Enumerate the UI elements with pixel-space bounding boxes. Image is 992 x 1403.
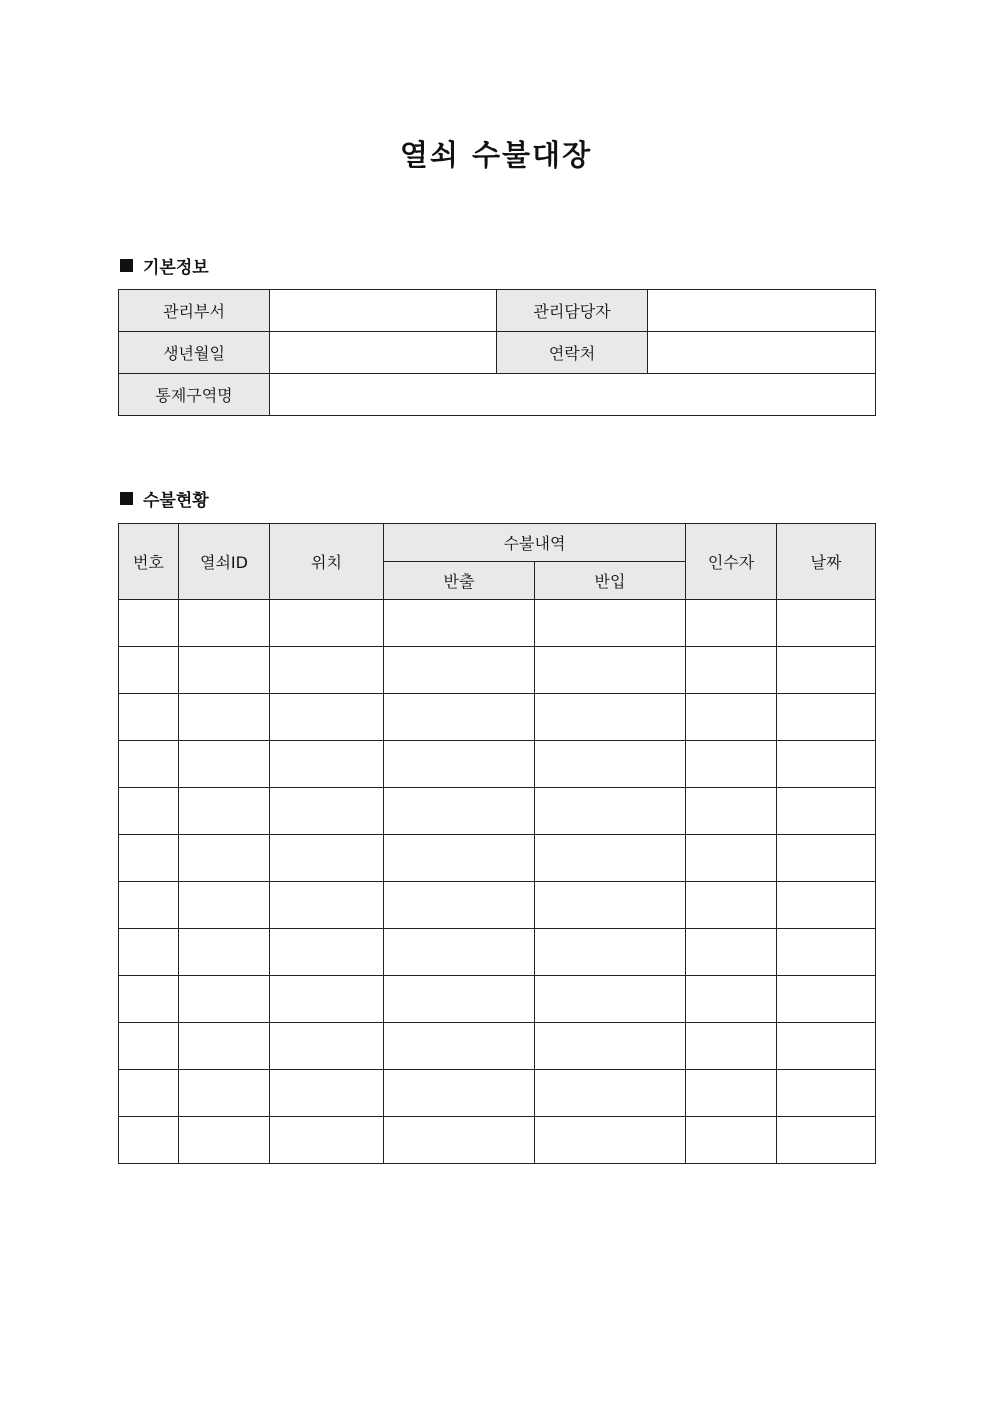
birth-field[interactable] bbox=[270, 332, 497, 374]
date-cell[interactable] bbox=[777, 647, 876, 694]
in-cell[interactable] bbox=[535, 600, 686, 647]
out-cell[interactable] bbox=[384, 694, 535, 741]
location-cell[interactable] bbox=[270, 1117, 384, 1164]
manager-field[interactable] bbox=[648, 290, 876, 332]
location-cell[interactable] bbox=[270, 1070, 384, 1117]
receiver-cell[interactable] bbox=[686, 694, 777, 741]
receiver-cell[interactable] bbox=[686, 600, 777, 647]
receiver-cell[interactable] bbox=[686, 976, 777, 1023]
table-row bbox=[119, 374, 876, 416]
table-row bbox=[119, 1117, 876, 1164]
location-cell[interactable] bbox=[270, 600, 384, 647]
col-header-out: 반출 bbox=[384, 562, 535, 600]
table-row bbox=[119, 647, 876, 694]
zone-field[interactable] bbox=[270, 374, 876, 416]
in-cell[interactable] bbox=[535, 835, 686, 882]
no-cell[interactable] bbox=[119, 1023, 179, 1070]
table-row bbox=[119, 290, 876, 332]
receiver-cell[interactable] bbox=[686, 788, 777, 835]
in-cell[interactable] bbox=[535, 1117, 686, 1164]
key-id-cell[interactable] bbox=[179, 1117, 270, 1164]
out-cell[interactable] bbox=[384, 882, 535, 929]
in-cell[interactable] bbox=[535, 929, 686, 976]
manager-label: 관리담당자 bbox=[497, 290, 648, 332]
col-header-transfer: 수불내역 bbox=[384, 524, 686, 562]
status-table-body bbox=[119, 600, 876, 1164]
no-cell[interactable] bbox=[119, 647, 179, 694]
out-cell[interactable] bbox=[384, 741, 535, 788]
table-row bbox=[119, 835, 876, 882]
col-header-location: 위치 bbox=[270, 524, 384, 600]
in-cell[interactable] bbox=[535, 741, 686, 788]
in-cell[interactable] bbox=[535, 1023, 686, 1070]
no-cell[interactable] bbox=[119, 976, 179, 1023]
key-id-cell[interactable] bbox=[179, 1070, 270, 1117]
basic-info-table bbox=[118, 289, 876, 416]
no-cell[interactable] bbox=[119, 1070, 179, 1117]
dept-field[interactable] bbox=[270, 290, 497, 332]
date-cell[interactable] bbox=[777, 1117, 876, 1164]
col-header-receiver: 인수자 bbox=[686, 524, 777, 600]
birth-label: 생년월일 bbox=[119, 332, 270, 374]
table-header-row bbox=[119, 524, 876, 562]
in-cell[interactable] bbox=[535, 647, 686, 694]
out-cell[interactable] bbox=[384, 835, 535, 882]
receiver-cell[interactable] bbox=[686, 1070, 777, 1117]
col-header-no: 번호 bbox=[119, 524, 179, 600]
table-row bbox=[119, 929, 876, 976]
location-cell[interactable] bbox=[270, 976, 384, 1023]
key-id-cell[interactable] bbox=[179, 976, 270, 1023]
no-cell[interactable] bbox=[119, 600, 179, 647]
receiver-cell[interactable] bbox=[686, 647, 777, 694]
date-cell[interactable] bbox=[777, 1023, 876, 1070]
date-cell[interactable] bbox=[777, 741, 876, 788]
table-row bbox=[119, 741, 876, 788]
table-row bbox=[119, 694, 876, 741]
in-cell[interactable] bbox=[535, 1070, 686, 1117]
date-cell[interactable] bbox=[777, 1070, 876, 1117]
location-cell[interactable] bbox=[270, 788, 384, 835]
receiver-cell[interactable] bbox=[686, 929, 777, 976]
table-row bbox=[119, 882, 876, 929]
date-cell[interactable] bbox=[777, 882, 876, 929]
date-cell[interactable] bbox=[777, 788, 876, 835]
square-bullet-icon bbox=[120, 259, 133, 272]
no-cell[interactable] bbox=[119, 882, 179, 929]
no-cell[interactable] bbox=[119, 1117, 179, 1164]
date-cell[interactable] bbox=[777, 694, 876, 741]
out-cell[interactable] bbox=[384, 1070, 535, 1117]
receiver-cell[interactable] bbox=[686, 882, 777, 929]
location-cell[interactable] bbox=[270, 694, 384, 741]
date-cell[interactable] bbox=[777, 600, 876, 647]
key-id-cell[interactable] bbox=[179, 694, 270, 741]
key-id-cell[interactable] bbox=[179, 929, 270, 976]
table-row bbox=[119, 976, 876, 1023]
location-cell[interactable] bbox=[270, 741, 384, 788]
location-cell[interactable] bbox=[270, 929, 384, 976]
out-cell[interactable] bbox=[384, 1023, 535, 1070]
receiver-cell[interactable] bbox=[686, 741, 777, 788]
col-header-date: 날짜 bbox=[777, 524, 876, 600]
table-row bbox=[119, 1023, 876, 1070]
key-id-cell[interactable] bbox=[179, 835, 270, 882]
document-title: 열쇠 수불대장 bbox=[399, 138, 593, 172]
contact-label: 연락처 bbox=[497, 332, 648, 374]
section-heading-label: 기본정보 bbox=[143, 258, 209, 278]
location-cell[interactable] bbox=[270, 882, 384, 929]
section-heading-basic-info bbox=[120, 253, 209, 278]
square-bullet-icon bbox=[120, 492, 133, 505]
out-cell[interactable] bbox=[384, 600, 535, 647]
date-cell[interactable] bbox=[777, 929, 876, 976]
section-heading-label: 수불현황 bbox=[143, 491, 209, 511]
receiver-cell[interactable] bbox=[686, 835, 777, 882]
key-id-cell[interactable] bbox=[179, 788, 270, 835]
out-cell[interactable] bbox=[384, 647, 535, 694]
out-cell[interactable] bbox=[384, 788, 535, 835]
receiver-cell[interactable] bbox=[686, 1023, 777, 1070]
in-cell[interactable] bbox=[535, 694, 686, 741]
no-cell[interactable] bbox=[119, 788, 179, 835]
no-cell[interactable] bbox=[119, 835, 179, 882]
dept-label: 관리부서 bbox=[119, 290, 270, 332]
in-cell[interactable] bbox=[535, 788, 686, 835]
no-cell[interactable] bbox=[119, 694, 179, 741]
in-cell[interactable] bbox=[535, 976, 686, 1023]
section-heading-status bbox=[120, 486, 209, 511]
location-cell[interactable] bbox=[270, 835, 384, 882]
contact-field[interactable] bbox=[648, 332, 876, 374]
key-id-cell[interactable] bbox=[179, 741, 270, 788]
in-cell[interactable] bbox=[535, 882, 686, 929]
out-cell[interactable] bbox=[384, 929, 535, 976]
status-table bbox=[118, 523, 876, 1164]
no-cell[interactable] bbox=[119, 929, 179, 976]
col-header-in: 반입 bbox=[535, 562, 686, 600]
location-cell[interactable] bbox=[270, 1023, 384, 1070]
date-cell[interactable] bbox=[777, 976, 876, 1023]
out-cell[interactable] bbox=[384, 976, 535, 1023]
table-row bbox=[119, 1070, 876, 1117]
location-cell[interactable] bbox=[270, 647, 384, 694]
receiver-cell[interactable] bbox=[686, 1117, 777, 1164]
key-id-cell[interactable] bbox=[179, 600, 270, 647]
key-id-cell[interactable] bbox=[179, 882, 270, 929]
table-row bbox=[119, 332, 876, 374]
date-cell[interactable] bbox=[777, 835, 876, 882]
out-cell[interactable] bbox=[384, 1117, 535, 1164]
no-cell[interactable] bbox=[119, 741, 179, 788]
zone-label: 통제구역명 bbox=[119, 374, 270, 416]
table-row bbox=[119, 600, 876, 647]
table-row bbox=[119, 788, 876, 835]
col-header-key-id: 열쇠ID bbox=[179, 524, 270, 600]
key-id-cell[interactable] bbox=[179, 647, 270, 694]
key-id-cell[interactable] bbox=[179, 1023, 270, 1070]
